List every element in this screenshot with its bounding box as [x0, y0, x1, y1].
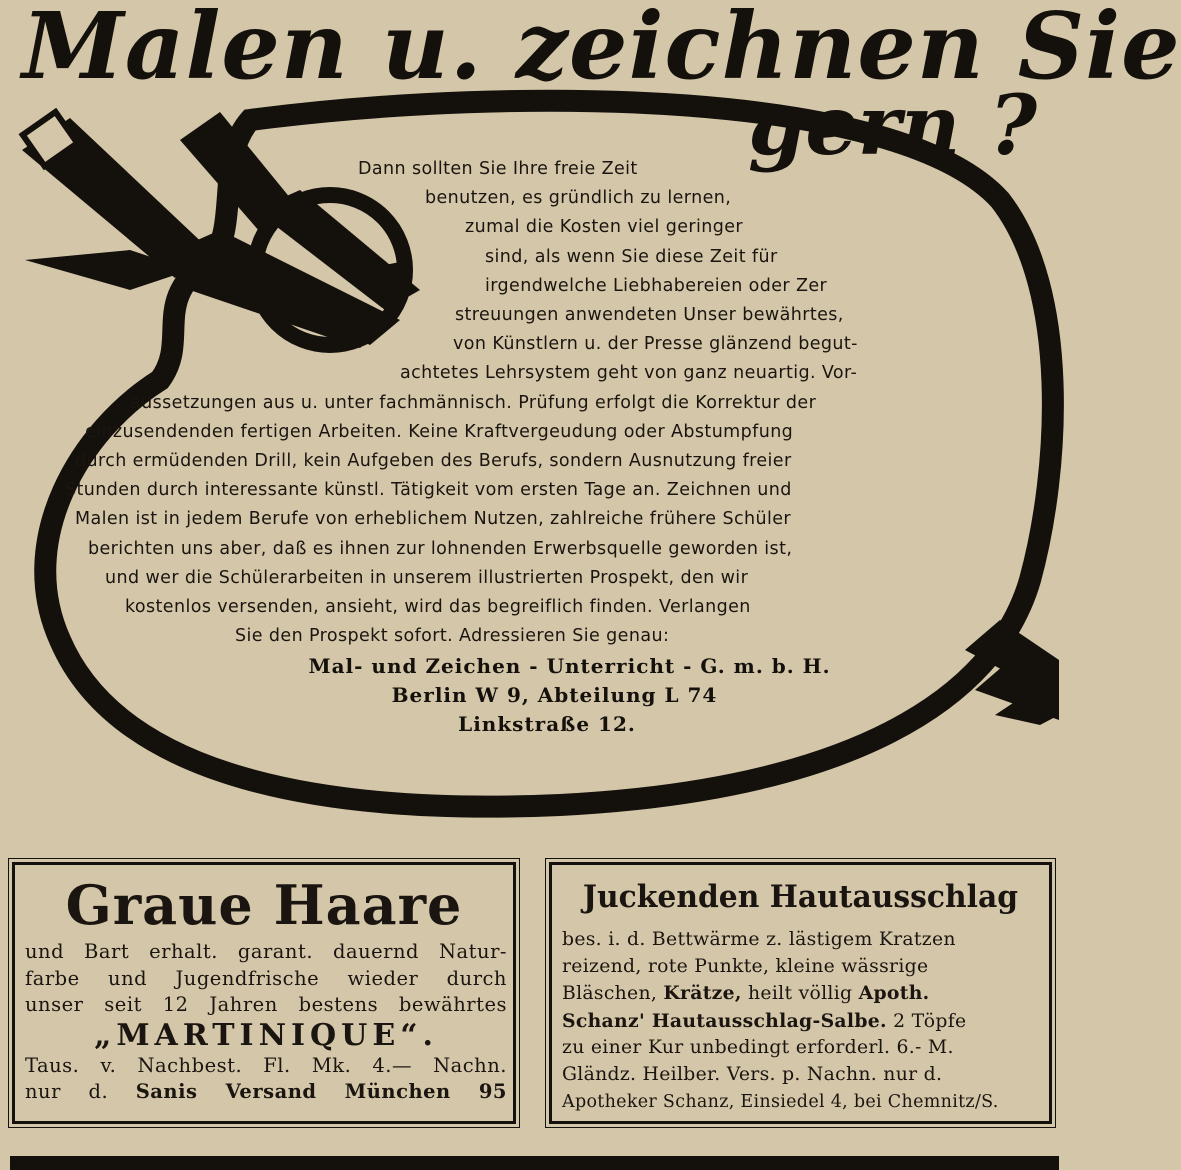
ad-right-line: Apotheker Schanz, Einsiedel 4, bei Chemnitz/S. [562, 1091, 999, 1112]
body-line: zumal die Kosten viel geringer [465, 217, 743, 238]
body-line: Sie den Prospekt sofort. Adressieren Sie genau: [235, 626, 670, 647]
ad-right-word: Krätze, [663, 982, 742, 1005]
body-line: aussetzungen aus u. unter fachmännisch. Prüfung erfolgt die Korrektur der [130, 392, 817, 413]
ad-left-prefix: nur d. [25, 1080, 109, 1103]
ad-left-line: und Bart erhalt. garant. dauernd Natur- [25, 940, 507, 963]
ad-right-word: heilt völlig [748, 983, 853, 1005]
body-line: achtetes Lehrsystem geht von ganz neuartig. Vor- [400, 363, 858, 384]
body-line: von Künstlern u. der Presse glänzend begut- [453, 334, 858, 355]
ad-right-word: Apoth. [858, 982, 930, 1005]
ad-left-line: unser seit 12 Jahren bestens bewährtes [25, 993, 507, 1016]
hautausschlag-ad [549, 862, 1052, 1124]
address-city: Berlin W 9, Abteilung L 74 [391, 683, 718, 707]
ad-right-word: Bläschen, [562, 983, 658, 1005]
headline-line-2: gern ? [748, 78, 1037, 174]
bottom-rule [10, 1156, 1059, 1170]
ad-left-brand: „MARTINIQUE“. [94, 1017, 438, 1053]
ad-right-line [562, 980, 1047, 1008]
graue-haare-ad [12, 862, 516, 1124]
body-line: Malen ist in jedem Berufe von erheblichem Nutzen, zahlreiche frühere Schüler [75, 509, 791, 530]
ad-right-body [562, 927, 1047, 1115]
body-line: berichten uns aber, daß es ihnen zur lohnenden Erwerbsquelle geworden ist, [88, 538, 793, 559]
address-street: Linkstraße 12. [458, 712, 636, 736]
ad-right-line: reizend, rote Punkte, kleine wässrige [562, 955, 929, 977]
ad-right-line: zu einer Kur unbedingt erforderl. 6.- M. [562, 1037, 954, 1059]
ad-left-title: Graue Haare [65, 873, 463, 937]
body-line: sind, als wenn Sie diese Zeit für [485, 246, 778, 267]
body-line: einzusendenden fertigen Arbeiten. Keine Kraftvergeudung oder Abstumpfung [85, 421, 794, 442]
ad-right-product: Schanz' Hautausschlag-Salbe. [562, 1009, 887, 1032]
ad-right-line [562, 1008, 1047, 1036]
ad-left-line: Taus. v. Nachbest. Fl. Mk. 4.— Nachn. [25, 1053, 507, 1077]
body-line: kostenlos versenden, ansieht, wird das begreiflich finden. Verlangen [125, 597, 751, 618]
body-line: benutzen, es gründlich zu lernen, [425, 188, 732, 209]
body-line: und wer die Schülerarbeiten in unserem illustrierten Prospekt, den wir [105, 567, 749, 588]
ad-right-line: Gländz. Heilber. Vers. p. Nachn. nur d. [562, 1063, 943, 1085]
ad-body-text [60, 155, 1025, 651]
body-line: Dann sollten Sie Ihre freie Zeit [358, 159, 638, 179]
body-line: irgendwelche Liebhabereien oder Zer [485, 275, 828, 296]
ad-right-word: 2 Töpfe [893, 1010, 967, 1032]
body-line: durch ermüdenden Drill, kein Aufgeben des Berufs, sondern Ausnutzung freier [75, 451, 792, 472]
ad-left-body [25, 939, 507, 1106]
ad-right-title: Juckenden Hautausschlag [582, 879, 1019, 915]
company-address [0, 652, 1059, 739]
headline-line-1: Malen u. zeichnen Sie [22, 0, 1181, 100]
body-line: Stunden durch interessante künstl. Tätigkeit vom ersten Tage an. Zeichnen und [65, 480, 792, 501]
address-company: Mal- und Zeichen - Unterricht - G. m. b. H. [308, 654, 831, 678]
ad-left-vendor: Sanis Versand München 95 [135, 1080, 507, 1103]
ad-left-line [25, 1079, 507, 1106]
body-line: streuungen anwendeten Unser bewährtes, [455, 305, 844, 326]
ad-left-line: farbe und Jugendfrische wieder durch [25, 966, 507, 990]
ad-right-line: bes. i. d. Bettwärme z. lästigem Kratzen [562, 929, 956, 950]
